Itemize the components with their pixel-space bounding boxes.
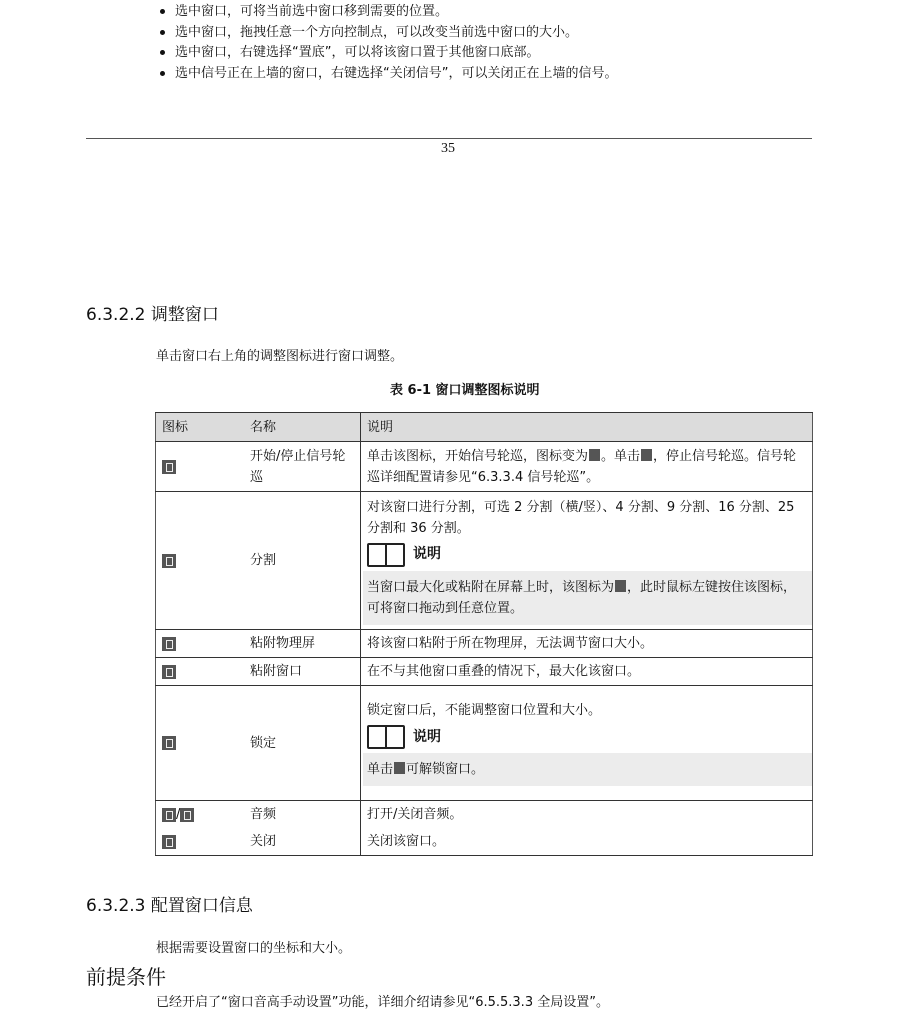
row-name: 音频	[244, 801, 361, 829]
table-row	[156, 828, 813, 856]
lock-icon	[162, 736, 176, 750]
row-desc: 打开/关闭音频。	[361, 801, 813, 829]
bullet-item	[160, 62, 617, 81]
bullet-text: 选中窗口，拖拽任意一个方向控制点，可以改变当前选中窗口的大小。	[175, 25, 579, 40]
bullet-item	[160, 0, 448, 19]
row-name: 粘附窗口	[244, 658, 361, 686]
note-heading: 说明	[367, 543, 806, 567]
table-header	[156, 413, 813, 442]
footer-divider	[86, 138, 812, 139]
book-icon	[367, 543, 405, 567]
pause-icon	[641, 449, 652, 461]
audio-on-icon	[162, 808, 176, 822]
row-desc: 关闭该窗口。	[361, 828, 813, 856]
row-name: 分割	[244, 492, 361, 630]
move-icon	[162, 637, 176, 651]
table-row	[156, 630, 813, 658]
section-intro: 单击窗口右上角的调整图标进行窗口调整。	[156, 349, 404, 364]
note-body: 单击 可解锁窗口。	[363, 753, 812, 786]
row-name: 粘附物理屏	[244, 630, 361, 658]
desc-text: 锁定窗口后，不能调整窗口位置和大小。	[367, 703, 602, 718]
close-icon	[162, 835, 176, 849]
row-desc: 将该窗口粘附于所在物理屏，无法调节窗口大小。	[361, 630, 813, 658]
bullet-text: 选中窗口，可将当前选中窗口移到需要的位置。	[175, 4, 449, 19]
table-row	[156, 492, 813, 630]
bullet-text: 选中信号正在上墙的窗口，右键选择“关闭信号”，可以关闭正在上墙的信号。	[175, 66, 618, 81]
pause-icon	[589, 449, 600, 461]
section-intro: 根据需要设置窗口的坐标和大小。	[156, 941, 352, 956]
header-desc: 说明	[361, 413, 813, 442]
icon-table	[155, 412, 813, 856]
section-heading: 6.3.2.3 配置窗口信息	[86, 896, 253, 916]
row-name: 开始/停止信号轮巡	[244, 442, 361, 492]
audio-off-icon	[180, 808, 194, 822]
row-desc	[361, 492, 813, 630]
header-icon: 图标	[156, 413, 245, 442]
section-heading: 6.3.2.2 调整窗口	[86, 305, 219, 325]
page-number: 35	[441, 141, 455, 156]
drag-icon	[615, 580, 626, 592]
row-name: 关闭	[244, 828, 361, 856]
table-row	[156, 658, 813, 686]
table-row: / 音频 打开/关闭音频。	[156, 801, 813, 829]
prereq-text: 已经开启了“窗口音高手动设置”功能，详细介绍请参见“6.5.5.3.3 全局设置”。	[156, 995, 609, 1010]
row-desc	[361, 686, 813, 801]
bullet-text: 选中窗口，右键选择“置底”，可以将该窗口置于其他窗口底部。	[175, 45, 540, 60]
header-name: 名称	[244, 413, 361, 442]
table-row	[156, 686, 813, 801]
table-row	[156, 442, 813, 492]
row-desc: 单击该图标，开始信号轮巡，图标变为 。单击 ，停止信号轮巡。信号轮巡详细配置请参见“6.3.3.4 信号轮巡”。	[361, 442, 813, 492]
row-desc: 在不与其他窗口重叠的情况下，最大化该窗口。	[361, 658, 813, 686]
note-heading: 说明	[367, 725, 806, 749]
maximize-icon	[162, 665, 176, 679]
split-icon	[162, 554, 176, 568]
desc-text: 对该窗口进行分割，可选 2 分割（横/竖）、4 分割、9 分割、16 分割、25 分割和 36 分割。	[367, 499, 795, 536]
note-body: 当窗口最大化或粘附在屏幕上时，该图标为 ，此时鼠标左键按住该图标，可将窗口拖动到任意位置。	[363, 571, 812, 625]
bullet-item	[160, 21, 578, 40]
book-icon	[367, 725, 405, 749]
loop-icon	[162, 460, 176, 474]
table-caption: 表 6-1 窗口调整图标说明	[390, 383, 540, 398]
bullet-item	[160, 41, 539, 60]
row-name: 锁定	[244, 686, 361, 801]
unlock-icon	[394, 762, 405, 774]
prereq-heading: 前提条件	[86, 965, 166, 989]
